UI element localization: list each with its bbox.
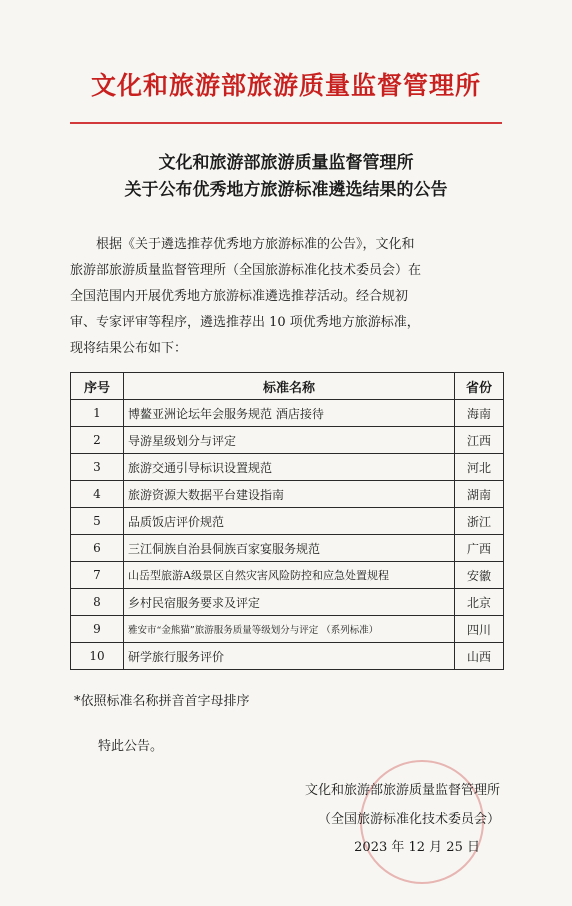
signature-org: 文化和旅游部旅游质量监督管理所 bbox=[304, 783, 500, 798]
closing-text: 特此公告。 bbox=[98, 739, 164, 754]
notice-title-line-2: 关于公布优秀地方旅游标准遴选结果的公告 bbox=[124, 180, 448, 200]
row-no: 4 bbox=[71, 481, 124, 508]
row-name: 旅游交通引导标识设置规范 bbox=[124, 454, 455, 481]
body-line: 全国范围内开展优秀地方旅游标准遴选推荐活动。经合规初 bbox=[70, 289, 409, 304]
letterhead-rule bbox=[70, 122, 502, 124]
table-row bbox=[71, 562, 504, 589]
row-name: 品质饭店评价规范 bbox=[124, 508, 455, 535]
row-no: 5 bbox=[71, 508, 124, 535]
row-no: 2 bbox=[71, 427, 124, 454]
row-name: 博鳌亚洲论坛年会服务规范 酒店接待 bbox=[124, 400, 455, 427]
row-province: 北京 bbox=[455, 589, 504, 616]
body-paragraph bbox=[70, 232, 504, 362]
row-name: 乡村民宿服务要求及评定 bbox=[124, 589, 455, 616]
row-no: 9 bbox=[71, 616, 124, 643]
table-row bbox=[71, 400, 504, 427]
sort-note: *依照标准名称拼音首字母排序 bbox=[74, 694, 250, 709]
signature-date: 2023 年 12 月 25 日 bbox=[354, 840, 480, 855]
row-province: 湖南 bbox=[455, 481, 504, 508]
body-line: 审、专家评审等程序，遴选推荐出 10 项优秀地方旅游标准， bbox=[70, 315, 420, 330]
row-province: 安徽 bbox=[455, 562, 504, 589]
table-row bbox=[71, 508, 504, 535]
row-province: 四川 bbox=[455, 616, 504, 643]
row-no: 8 bbox=[71, 589, 124, 616]
row-province: 浙江 bbox=[455, 508, 504, 535]
row-no: 3 bbox=[71, 454, 124, 481]
table-row bbox=[71, 589, 504, 616]
header-province: 省份 bbox=[455, 373, 504, 400]
row-name: 三江侗族自治县侗族百家宴服务规范 bbox=[124, 535, 455, 562]
table-row bbox=[71, 481, 504, 508]
notice-title-line-1: 文化和旅游部旅游质量监督管理所 bbox=[158, 153, 414, 173]
row-name: 雅安市“金熊猫”旅游服务质量等级划分与评定 （系列标准） bbox=[124, 616, 455, 643]
standards-table bbox=[70, 372, 504, 670]
row-province: 江西 bbox=[455, 427, 504, 454]
table-header-row bbox=[71, 373, 504, 400]
signature-committee: （全国旅游标准化技术委员会） bbox=[317, 812, 500, 827]
row-province: 广西 bbox=[455, 535, 504, 562]
table-row bbox=[71, 454, 504, 481]
row-name: 山岳型旅游A级景区自然灾害风险防控和应急处置规程 bbox=[124, 562, 455, 589]
row-no: 6 bbox=[71, 535, 124, 562]
body-line: 根据《关于遴选推荐优秀地方旅游标准的公告》，文化和 bbox=[96, 237, 415, 252]
letterhead-title: 文化和旅游部旅游质量监督管理所 bbox=[90, 71, 481, 100]
row-no: 1 bbox=[71, 400, 124, 427]
table-row bbox=[71, 643, 504, 670]
body-line: 旅游部旅游质量监督管理所（全国旅游标准化技术委员会）在 bbox=[70, 263, 422, 278]
row-name: 导游星级划分与评定 bbox=[124, 427, 455, 454]
row-name: 旅游资源大数据平台建设指南 bbox=[124, 481, 455, 508]
table-row bbox=[71, 535, 504, 562]
row-province: 海南 bbox=[455, 400, 504, 427]
table-row bbox=[71, 616, 504, 643]
row-no: 7 bbox=[71, 562, 124, 589]
row-province: 河北 bbox=[455, 454, 504, 481]
row-name: 研学旅行服务评价 bbox=[124, 643, 455, 670]
row-province: 山西 bbox=[455, 643, 504, 670]
header-name: 标准名称 bbox=[124, 373, 455, 400]
header-no: 序号 bbox=[71, 373, 124, 400]
body-line: 现将结果公布如下： bbox=[70, 341, 188, 356]
row-no: 10 bbox=[71, 643, 124, 670]
table-row bbox=[71, 427, 504, 454]
